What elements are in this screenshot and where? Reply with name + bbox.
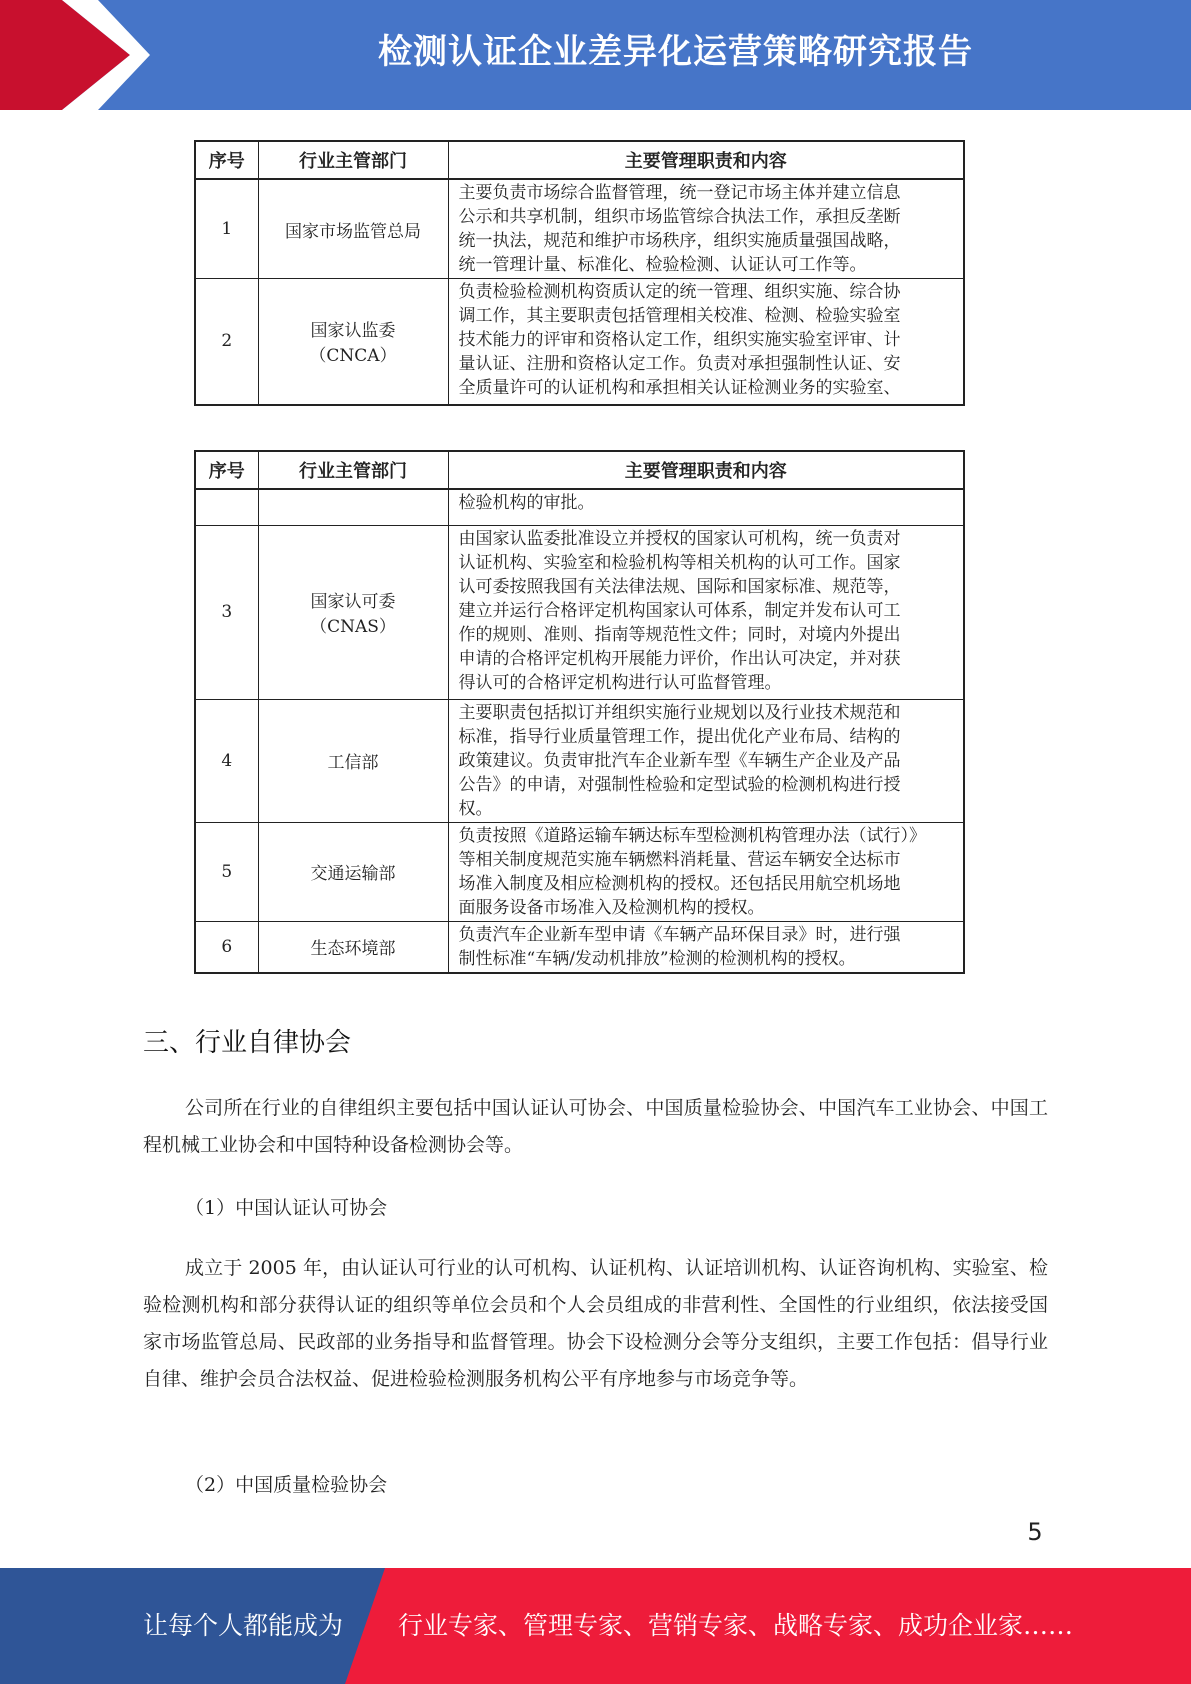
cell-desc: [448, 699, 964, 822]
col-header-no: 序号: [195, 451, 258, 489]
desc-line: 全质量许可的认证机构和承担相关认证检测业务的实验室、: [458, 378, 901, 398]
page-header: [0, 0, 1191, 110]
desc-line: 作的规则、准则、指南等规范性文件；同时，对境内外提出: [458, 624, 901, 645]
desc-line: 主要负责市场综合监督管理，统一登记市场主体并建立信息: [458, 183, 901, 203]
cell-no: 3: [195, 525, 258, 699]
col-header-dept: 行业主管部门: [258, 451, 448, 489]
table-row: [195, 525, 964, 699]
paragraph-cca: 成立于 2005 年，由认证认可行业的认可机构、认证机构、认证培训机构、认证咨询机构、实验室、检验检测机构和部分获得认证的组织等单位会员和个人会员组成的非营利性、全国性的行业组织，依法接受国家市场监管总局、民政部的业务指导和监督管理。协会下设检测分会等分支组织，主要工作包括：倡导行业自律、维护会员合法权益、促进检验检测服务机构公平有序地参与市场竞争等。: [143, 1257, 1048, 1390]
page-number: 5: [1027, 1518, 1043, 1546]
desc-line: 由国家认监委批准设立并授权的国家认可机构，统一负责对: [458, 528, 901, 549]
desc-line: 负责汽车企业新车型申请《车辆产品环保目录》时，进行强: [458, 924, 901, 945]
cell-dept: 交通运输部: [258, 822, 448, 921]
table-row: [195, 279, 964, 405]
cell-desc: [448, 921, 964, 973]
cell-no: 1: [195, 179, 258, 279]
report-title: 检测认证企业差异化运营策略研究报告: [378, 32, 973, 72]
cell-desc: [448, 279, 964, 405]
desc-line: 建立并运行合格评定机构国家认可体系，制定并发布认可工: [458, 600, 901, 621]
table-row: [195, 179, 964, 279]
desc-line: 权。: [458, 798, 493, 819]
table-row: [195, 921, 964, 973]
table-row: [195, 699, 964, 822]
col-header-desc: 主要管理职责和内容: [448, 141, 964, 179]
paragraph-intro: 公司所在行业的自律组织主要包括中国认证认可协会、中国质量检验协会、中国汽车工业协会、中国工程机械工业协会和中国特种设备检测协会等。: [143, 1097, 1048, 1156]
footer-slogan-left: 让每个人都能成为: [143, 1611, 344, 1640]
desc-line: 场准入制度及相应检测机构的授权。还包括民用航空机场地: [458, 873, 901, 894]
desc-line: 统一执法，规范和维护市场秩序，组织实施质量强国战略，: [458, 231, 901, 251]
desc-line: 负责检验检测机构资质认定的统一管理、组织实施、综合协: [458, 282, 901, 302]
table-row: [195, 822, 964, 921]
col-header-no: 序号: [195, 141, 258, 179]
desc-line: 量认证、注册和资格认定工作。负责对承担强制性认证、安: [458, 354, 901, 374]
regulator-table-part1: [194, 140, 965, 406]
desc-line: 公示和共享机制，组织市场监管综合执法工作，承担反垄断: [458, 207, 901, 227]
footer-slogan-right: 行业专家、管理专家、营销专家、战略专家、成功企业家……: [398, 1611, 1074, 1640]
desc-line: 等相关制度规范实施车辆燃料消耗量、营运车辆安全达标市: [458, 849, 901, 870]
table-row: [195, 489, 964, 525]
cell-dept: 工信部: [258, 699, 448, 822]
desc-line: 制性标准“车辆/发动机排放”检测的检测机构的授权。: [458, 948, 856, 969]
cell-dept: [258, 489, 448, 525]
col-header-desc: 主要管理职责和内容: [448, 451, 964, 489]
cell-no: [195, 489, 258, 525]
desc-line: 主要职责包括拟订并组织实施行业规划以及行业技术规范和: [458, 702, 901, 723]
cell-dept: 国家市场监管总局: [258, 179, 448, 279]
cell-dept: 生态环境部: [258, 921, 448, 973]
desc-line: 检验机构的审批。: [458, 493, 595, 513]
dept-line: 国家认可委: [310, 592, 396, 612]
cell-no: 4: [195, 699, 258, 822]
dept-line: （CNCA）: [309, 346, 397, 367]
desc-line: 负责按照《道路运输车辆达标车型检测机构管理办法（试行）》: [458, 825, 926, 846]
dept-line: （CNAS）: [310, 617, 396, 637]
desc-line: 统一管理计量、标准化、检验检测、认证认可工作等。: [458, 255, 867, 275]
desc-line: 公告》的申请，对强制性检验和定型试验的检测机构进行授: [458, 774, 901, 795]
table-header-row: [195, 141, 964, 179]
desc-line: 面服务设备市场准入及检测机构的授权。: [458, 897, 765, 918]
desc-line: 标准，指导行业质量管理工作，提出优化产业布局、结构的: [458, 726, 901, 747]
dept-line: 国家认监委: [310, 321, 396, 342]
cell-dept: [258, 279, 448, 405]
table-header-row: [195, 451, 964, 489]
cell-dept: [258, 525, 448, 699]
col-header-dept: 行业主管部门: [258, 141, 448, 179]
cell-desc: [448, 489, 964, 525]
cell-desc: [448, 179, 964, 279]
subheading-cqia: （2）中国质量检验协会: [185, 1474, 388, 1496]
page-footer: [0, 1568, 1191, 1684]
regulator-table-part2: [194, 450, 965, 974]
desc-line: 调工作，其主要职责包括管理相关校准、检测、检验实验室: [458, 306, 901, 326]
cell-no: 2: [195, 279, 258, 405]
cell-no: 5: [195, 822, 258, 921]
desc-line: 得认可的合格评定机构进行认可监督管理。: [458, 672, 782, 693]
subheading-cca: （1）中国认证认可协会: [185, 1197, 388, 1219]
desc-line: 认证机构、实验室和检验机构等相关机构的认可工作。国家: [458, 552, 901, 573]
desc-line: 认可委按照我国有关法律法规、国际和国家标准、规范等，: [458, 576, 901, 597]
cell-desc: [448, 822, 964, 921]
cell-desc: [448, 525, 964, 699]
desc-line: 申请的合格评定机构开展能力评价，作出认可决定，并对获: [458, 648, 901, 669]
cell-no: 6: [195, 921, 258, 973]
section-title: 三、行业自律协会: [143, 1028, 352, 1058]
desc-line: 技术能力的评审和资格认定工作，组织实施实验室评审、计: [458, 330, 901, 350]
desc-line: 政策建议。负责审批汽车企业新车型《车辆生产企业及产品: [458, 750, 901, 771]
